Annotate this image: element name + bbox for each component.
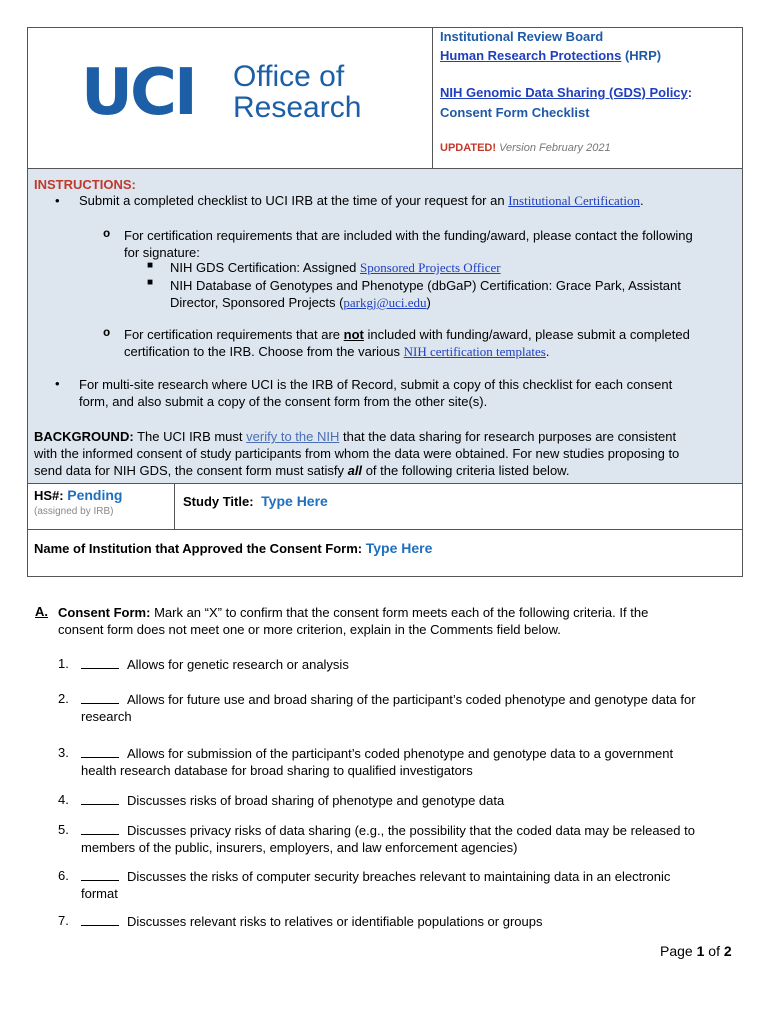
bullet-dot-icon: • bbox=[55, 193, 60, 208]
version-text: Version February 2021 bbox=[499, 142, 611, 154]
criterion-item: Discusses privacy risks of data sharing (e.g., the possibility that the coded data may be released to members of the public, insurers, employers, and law enforcement agencies) bbox=[81, 823, 695, 855]
updated-label: UPDATED! bbox=[440, 142, 497, 154]
criterion-item: Allows for future use and broad sharing of the participant’s coded phenotype and genotype data for research bbox=[81, 692, 696, 724]
institution-field bbox=[34, 540, 432, 556]
verify-nih-link[interactable]: verify to the NIH bbox=[246, 429, 340, 444]
hs-number-row bbox=[28, 484, 742, 530]
version-line bbox=[440, 142, 611, 154]
logo-cell bbox=[28, 28, 432, 168]
uci-logo-mark: UCI bbox=[81, 56, 195, 130]
policy-line: NIH Genomic Data Sharing (GDS) Policy: bbox=[440, 85, 693, 100]
criterion-number: 7. bbox=[58, 913, 69, 928]
sub-bullet-2-text: For certification requirements that are not included with funding/award, please submit a completed certification to the IRB. Choose from the various NIH certification templates. bbox=[124, 327, 690, 359]
institution-input[interactable]: Type Here bbox=[365, 540, 433, 556]
email-link[interactable]: parkgj@uci.edu bbox=[343, 295, 427, 310]
cell-divider bbox=[174, 484, 175, 530]
institutional-certification-link[interactable]: Institutional Certification bbox=[508, 193, 640, 208]
sponsored-projects-officer-link[interactable]: Sponsored Projects Officer bbox=[360, 260, 501, 275]
gds-policy-link[interactable]: NIH Genomic Data Sharing (GDS) Policy bbox=[440, 85, 688, 100]
hs-note: (assigned by IRB) bbox=[34, 506, 114, 517]
checkbox-blank-line[interactable] bbox=[81, 693, 119, 704]
bullet-1 bbox=[55, 193, 60, 208]
criterion-number: 1. bbox=[58, 656, 69, 671]
section-a-letter: A. bbox=[35, 604, 48, 619]
instructions-heading: INSTRUCTIONS: bbox=[34, 177, 136, 192]
sub-bullet-o-icon: o bbox=[103, 227, 111, 241]
checkbox-blank-line[interactable] bbox=[81, 824, 119, 835]
criterion-item: Discusses risks of broad sharing of phenotype and genotype data bbox=[81, 792, 746, 809]
sub-bullet-o-icon: o bbox=[103, 326, 111, 340]
sub-bullet-1-text: For certification requirements that are included with the funding/award, please contact the following for signature: bbox=[124, 228, 693, 260]
header-form-frame bbox=[27, 27, 743, 577]
section-a-intro: Consent Form: Mark an “X” to confirm that the consent form meets each of the following criteria. If the consent form does not meet one or more criterion, explain in the Comments field below. bbox=[58, 605, 649, 637]
instructions-box bbox=[28, 168, 742, 484]
hs-field bbox=[34, 487, 122, 503]
checkbox-blank-line[interactable] bbox=[81, 747, 119, 758]
office-of-research-logo-text: Office of Research bbox=[233, 60, 362, 124]
study-title-input[interactable]: Type Here bbox=[261, 493, 328, 509]
criterion-number: 4. bbox=[58, 792, 69, 807]
background-paragraph: BACKGROUND: The UCI IRB must verify to the NIH that the data sharing for research purposes are consistent with the informed consent of study participants from whom the data were obtained. For new studies proposing to send data for NIH GDS, the consent form must satisfy all of the following criteria listed below. bbox=[34, 429, 680, 478]
bullet-2-text: For multi-site research where UCI is the IRB of Record, submit a copy of this checklist for each consent form, and also submit a copy of the consent form from the other site(s). bbox=[79, 377, 673, 409]
checkbox-blank-line[interactable] bbox=[81, 658, 119, 669]
bullet-1-text: Submit a completed checklist to UCI IRB at the time of your request for an Institutional Certification. bbox=[79, 193, 644, 208]
criterion-number: 3. bbox=[58, 745, 69, 760]
square-item-1: NIH GDS Certification: Assigned Sponsored Projects Officer bbox=[170, 260, 501, 275]
criterion-number: 5. bbox=[58, 822, 69, 837]
bullet-dot-icon: • bbox=[55, 376, 60, 391]
hs-label: HS#: bbox=[34, 488, 64, 503]
square-bullet-icon: ■ bbox=[147, 277, 154, 288]
study-title-field bbox=[183, 493, 328, 509]
checklist-title: Consent Form Checklist bbox=[440, 105, 590, 120]
hrp-link[interactable]: Human Research Protections bbox=[440, 48, 622, 63]
criterion-number: 2. bbox=[58, 691, 69, 706]
checkbox-blank-line[interactable] bbox=[81, 870, 119, 881]
criterion-item: Discusses the risks of computer security breaches relevant to maintaining data in an electronic format bbox=[81, 869, 671, 901]
cell-divider bbox=[432, 28, 433, 168]
square-bullet-icon: ■ bbox=[147, 260, 154, 271]
checkbox-blank-line[interactable] bbox=[81, 794, 119, 805]
square-item-2: NIH Database of Genotypes and Phenotype (dbGaP) Certification: Grace Park, Assistant Director, Sponsored Projects (parkgj@uci.edu) bbox=[170, 278, 681, 310]
criterion-item: Allows for genetic research or analysis bbox=[81, 656, 746, 673]
nih-certification-templates-link[interactable]: NIH certification templates bbox=[403, 344, 546, 359]
irb-title: Institutional Review Board bbox=[440, 29, 604, 44]
hrp-line: Human Research Protections (HRP) bbox=[440, 48, 662, 63]
study-title-label: Study Title: bbox=[183, 494, 254, 509]
criterion-number: 6. bbox=[58, 868, 69, 883]
institution-label: Name of Institution that Approved the Consent Form: bbox=[34, 541, 363, 556]
irb-info-cell bbox=[440, 28, 740, 168]
criterion-item: Discusses relevant risks to relatives or identifiable populations or groups bbox=[81, 913, 746, 930]
criterion-item: Allows for submission of the participant’s coded phenotype and genotype data to a government health research database for broad sharing to qualified investigators bbox=[81, 746, 674, 778]
checkbox-blank-line[interactable] bbox=[81, 915, 119, 926]
hs-value[interactable]: Pending bbox=[67, 487, 123, 503]
page-number: Page 1 of 2 bbox=[660, 943, 732, 959]
